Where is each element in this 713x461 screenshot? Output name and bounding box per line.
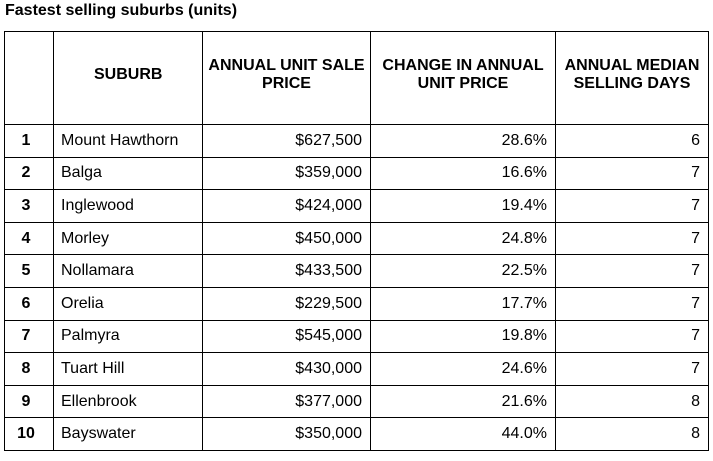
header-sale-price: ANNUAL UNIT SALE PRICE <box>203 32 371 125</box>
suburb-cell: Balga <box>54 157 203 190</box>
rank-cell: 5 <box>5 255 54 288</box>
suburb-cell: Mount Hawthorn <box>54 125 203 158</box>
table-row <box>5 287 709 320</box>
rank-cell: 2 <box>5 157 54 190</box>
table-row <box>5 157 709 190</box>
price-change-cell: 22.5% <box>371 255 556 288</box>
rank-cell: 4 <box>5 222 54 255</box>
selling-days-cell: 7 <box>556 222 709 255</box>
header-selling-days: ANNUAL MEDIAN SELLING DAYS <box>556 32 709 125</box>
table-row <box>5 385 709 418</box>
rank-cell: 10 <box>5 418 54 451</box>
suburb-cell: Tuart Hill <box>54 353 203 386</box>
header-price-change: CHANGE IN ANNUAL UNIT PRICE <box>371 32 556 125</box>
sale-price-cell: $377,000 <box>203 385 371 418</box>
price-change-cell: 28.6% <box>371 125 556 158</box>
table-row <box>5 255 709 288</box>
selling-days-cell: 7 <box>556 320 709 353</box>
price-change-cell: 44.0% <box>371 418 556 451</box>
table-row <box>5 222 709 255</box>
rank-cell: 3 <box>5 190 54 223</box>
suburb-cell: Nollamara <box>54 255 203 288</box>
price-change-cell: 19.4% <box>371 190 556 223</box>
table-row <box>5 320 709 353</box>
table-header-row <box>5 32 709 125</box>
rank-cell: 9 <box>5 385 54 418</box>
selling-days-cell: 7 <box>556 190 709 223</box>
price-change-cell: 19.8% <box>371 320 556 353</box>
rank-cell: 8 <box>5 353 54 386</box>
selling-days-cell: 6 <box>556 125 709 158</box>
sale-price-cell: $424,000 <box>203 190 371 223</box>
suburb-cell: Palmyra <box>54 320 203 353</box>
table-row <box>5 125 709 158</box>
price-change-cell: 16.6% <box>371 157 556 190</box>
table-row <box>5 190 709 223</box>
sale-price-cell: $450,000 <box>203 222 371 255</box>
selling-days-cell: 8 <box>556 418 709 451</box>
sale-price-cell: $545,000 <box>203 320 371 353</box>
rank-cell: 7 <box>5 320 54 353</box>
selling-days-cell: 7 <box>556 353 709 386</box>
suburb-cell: Orelia <box>54 287 203 320</box>
sale-price-cell: $350,000 <box>203 418 371 451</box>
price-change-cell: 24.6% <box>371 353 556 386</box>
price-change-cell: 17.7% <box>371 287 556 320</box>
table-row <box>5 353 709 386</box>
sale-price-cell: $229,500 <box>203 287 371 320</box>
suburbs-table <box>4 31 709 451</box>
rank-cell: 1 <box>5 125 54 158</box>
header-suburb: SUBURB <box>54 32 203 125</box>
suburb-cell: Ellenbrook <box>54 385 203 418</box>
rank-cell: 6 <box>5 287 54 320</box>
suburb-cell: Morley <box>54 222 203 255</box>
header-rank <box>5 32 54 125</box>
sale-price-cell: $433,500 <box>203 255 371 288</box>
sale-price-cell: $430,000 <box>203 353 371 386</box>
suburb-cell: Inglewood <box>54 190 203 223</box>
suburb-cell: Bayswater <box>54 418 203 451</box>
price-change-cell: 21.6% <box>371 385 556 418</box>
selling-days-cell: 8 <box>556 385 709 418</box>
selling-days-cell: 7 <box>556 287 709 320</box>
page-title: Fastest selling suburbs (units) <box>5 2 238 19</box>
sale-price-cell: $627,500 <box>203 125 371 158</box>
selling-days-cell: 7 <box>556 255 709 288</box>
table-row <box>5 418 709 451</box>
price-change-cell: 24.8% <box>371 222 556 255</box>
selling-days-cell: 7 <box>556 157 709 190</box>
sale-price-cell: $359,000 <box>203 157 371 190</box>
